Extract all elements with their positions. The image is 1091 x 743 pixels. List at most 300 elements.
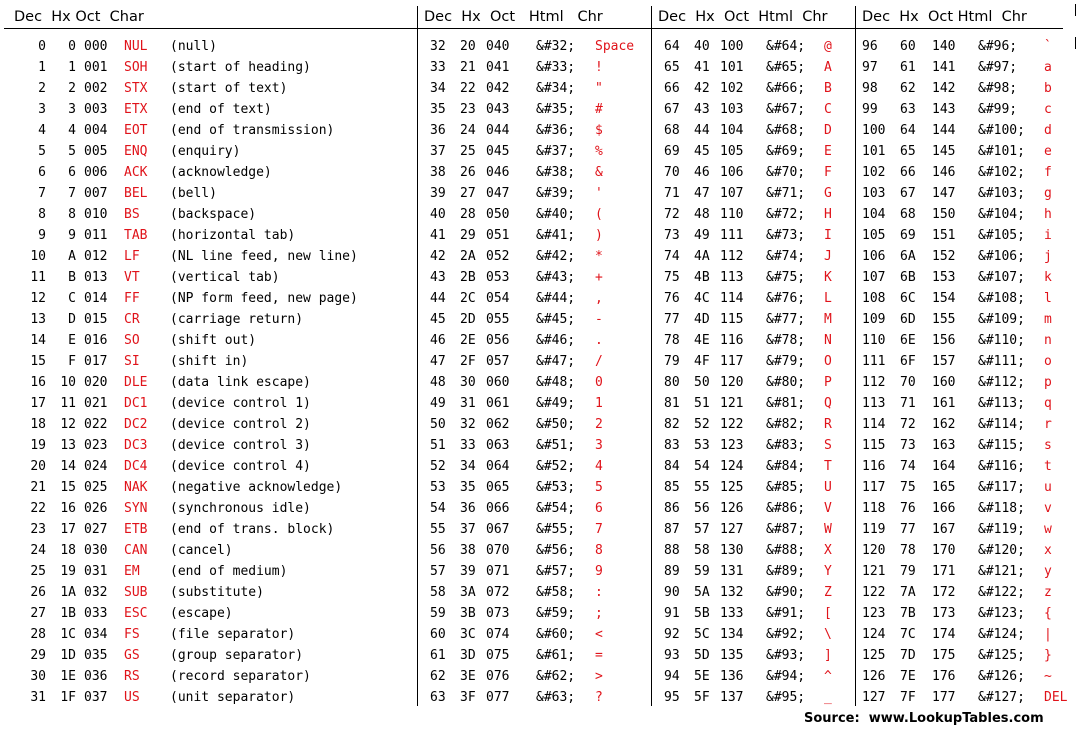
description-cell: (device control 2) bbox=[170, 417, 311, 432]
html-cell: &#122; bbox=[978, 585, 1025, 600]
hex-cell: 1A bbox=[60, 585, 76, 600]
char-cell: - bbox=[595, 312, 603, 327]
hex-cell: 28 bbox=[460, 207, 476, 222]
oct-cell: 004 bbox=[84, 123, 108, 138]
oct-cell: 060 bbox=[486, 375, 510, 390]
dec-cell: 63 bbox=[430, 690, 446, 705]
oct-cell: 167 bbox=[932, 522, 956, 537]
hex-cell: 21 bbox=[460, 60, 476, 75]
oct-cell: 005 bbox=[84, 144, 108, 159]
description-cell: (backspace) bbox=[170, 207, 257, 222]
description-cell: (NP form feed, new page) bbox=[170, 291, 358, 306]
html-cell: &#46; bbox=[536, 333, 576, 348]
oct-cell: 012 bbox=[84, 249, 108, 264]
hex-cell: 3D bbox=[460, 648, 476, 663]
html-cell: &#75; bbox=[766, 270, 806, 285]
dec-cell: 55 bbox=[430, 522, 446, 537]
description-cell: (end of text) bbox=[170, 102, 272, 117]
html-cell: &#47; bbox=[536, 354, 576, 369]
dec-cell: 2 bbox=[38, 81, 46, 96]
char-cell: F bbox=[824, 165, 832, 180]
char-cell: GS bbox=[124, 648, 140, 663]
description-cell: (start of heading) bbox=[170, 60, 311, 75]
dec-cell: 95 bbox=[664, 690, 680, 705]
char-cell: DLE bbox=[124, 375, 148, 390]
html-cell: &#119; bbox=[978, 522, 1025, 537]
description-cell: (shift in) bbox=[170, 354, 249, 369]
html-cell: &#36; bbox=[536, 123, 576, 138]
dec-cell: 92 bbox=[664, 627, 680, 642]
hex-cell: 54 bbox=[694, 459, 710, 474]
hex-cell: 46 bbox=[694, 165, 710, 180]
description-cell: (cancel) bbox=[170, 543, 233, 558]
oct-cell: 066 bbox=[486, 501, 510, 516]
dec-cell: 108 bbox=[862, 291, 886, 306]
dec-cell: 110 bbox=[862, 333, 886, 348]
dec-cell: 89 bbox=[664, 564, 680, 579]
hex-cell: 6C bbox=[900, 291, 916, 306]
char-cell: v bbox=[1044, 501, 1052, 516]
oct-cell: 045 bbox=[486, 144, 510, 159]
dec-cell: 98 bbox=[862, 81, 878, 96]
dec-cell: 77 bbox=[664, 312, 680, 327]
html-cell: &#115; bbox=[978, 438, 1025, 453]
hex-cell: 20 bbox=[460, 39, 476, 54]
hex-cell: 2E bbox=[460, 333, 476, 348]
html-cell: &#92; bbox=[766, 627, 806, 642]
hex-cell: 14 bbox=[60, 459, 76, 474]
dec-cell: 126 bbox=[862, 669, 886, 684]
html-cell: &#117; bbox=[978, 480, 1025, 495]
html-cell: &#69; bbox=[766, 144, 806, 159]
char-cell: SI bbox=[124, 354, 140, 369]
hex-cell: 66 bbox=[900, 165, 916, 180]
char-cell: T bbox=[824, 459, 832, 474]
hex-cell: 64 bbox=[900, 123, 916, 138]
description-cell: (unit separator) bbox=[170, 690, 296, 705]
char-cell: SYN bbox=[124, 501, 148, 516]
hex-cell: 11 bbox=[60, 396, 76, 411]
dec-cell: 84 bbox=[664, 459, 680, 474]
char-cell: w bbox=[1044, 522, 1052, 537]
hex-cell: 32 bbox=[460, 417, 476, 432]
hex-cell: 53 bbox=[694, 438, 710, 453]
char-cell: \ bbox=[824, 627, 832, 642]
hex-cell: F bbox=[68, 354, 76, 369]
html-cell: &#106; bbox=[978, 249, 1025, 264]
html-cell: &#124; bbox=[978, 627, 1025, 642]
dec-cell: 57 bbox=[430, 564, 446, 579]
char-cell: / bbox=[595, 354, 603, 369]
dec-cell: 20 bbox=[30, 459, 46, 474]
char-cell: A bbox=[824, 60, 832, 75]
char-cell: D bbox=[824, 123, 832, 138]
oct-cell: 061 bbox=[486, 396, 510, 411]
html-cell: &#41; bbox=[536, 228, 576, 243]
html-cell: &#103; bbox=[978, 186, 1025, 201]
hex-cell: D bbox=[68, 312, 76, 327]
oct-cell: 132 bbox=[720, 585, 744, 600]
html-cell: &#61; bbox=[536, 648, 576, 663]
oct-cell: 130 bbox=[720, 543, 744, 558]
char-cell: S bbox=[824, 438, 832, 453]
dec-cell: 58 bbox=[430, 585, 446, 600]
hex-cell: 7 bbox=[68, 186, 76, 201]
dec-cell: 14 bbox=[30, 333, 46, 348]
oct-cell: 120 bbox=[720, 375, 744, 390]
dec-cell: 32 bbox=[430, 39, 446, 54]
char-cell: EM bbox=[124, 564, 140, 579]
dec-cell: 113 bbox=[862, 396, 886, 411]
oct-cell: 075 bbox=[486, 648, 510, 663]
dec-cell: 106 bbox=[862, 249, 886, 264]
hex-cell: 2 bbox=[68, 81, 76, 96]
char-cell: z bbox=[1044, 585, 1052, 600]
char-cell: FS bbox=[124, 627, 140, 642]
hex-cell: 50 bbox=[694, 375, 710, 390]
char-cell: b bbox=[1044, 81, 1052, 96]
hex-cell: B bbox=[68, 270, 76, 285]
oct-cell: 007 bbox=[84, 186, 108, 201]
char-cell: ] bbox=[824, 648, 832, 663]
oct-cell: 047 bbox=[486, 186, 510, 201]
dec-cell: 66 bbox=[664, 81, 680, 96]
description-cell: (device control 3) bbox=[170, 438, 311, 453]
oct-cell: 063 bbox=[486, 438, 510, 453]
html-cell: &#91; bbox=[766, 606, 806, 621]
hex-cell: 52 bbox=[694, 417, 710, 432]
hex-cell: 3B bbox=[460, 606, 476, 621]
hex-cell: 77 bbox=[900, 522, 916, 537]
char-cell: $ bbox=[595, 123, 603, 138]
oct-cell: 076 bbox=[486, 669, 510, 684]
oct-cell: 147 bbox=[932, 186, 956, 201]
description-cell: (synchronous idle) bbox=[170, 501, 311, 516]
char-cell: P bbox=[824, 375, 832, 390]
char-cell: 6 bbox=[595, 501, 603, 516]
char-cell: EOT bbox=[124, 123, 148, 138]
dec-cell: 107 bbox=[862, 270, 886, 285]
dec-cell: 73 bbox=[664, 228, 680, 243]
char-cell: " bbox=[595, 81, 603, 96]
oct-cell: 123 bbox=[720, 438, 744, 453]
hex-cell: 62 bbox=[900, 81, 916, 96]
oct-cell: 176 bbox=[932, 669, 956, 684]
hex-cell: 10 bbox=[60, 375, 76, 390]
hex-cell: 49 bbox=[694, 228, 710, 243]
dec-cell: 70 bbox=[664, 165, 680, 180]
hex-cell: 3C bbox=[460, 627, 476, 642]
char-cell: Y bbox=[824, 564, 832, 579]
oct-cell: 102 bbox=[720, 81, 744, 96]
html-cell: &#112; bbox=[978, 375, 1025, 390]
char-cell: q bbox=[1044, 396, 1052, 411]
dec-cell: 41 bbox=[430, 228, 446, 243]
char-cell: r bbox=[1044, 417, 1052, 432]
html-cell: &#74; bbox=[766, 249, 806, 264]
hex-cell: 7F bbox=[900, 690, 916, 705]
dec-cell: 3 bbox=[38, 102, 46, 117]
char-cell: SOH bbox=[124, 60, 148, 75]
dec-cell: 1 bbox=[38, 60, 46, 75]
oct-cell: 103 bbox=[720, 102, 744, 117]
oct-cell: 156 bbox=[932, 333, 956, 348]
char-cell: 3 bbox=[595, 438, 603, 453]
oct-cell: 164 bbox=[932, 459, 956, 474]
hex-cell: 75 bbox=[900, 480, 916, 495]
char-cell: } bbox=[1044, 648, 1052, 663]
hex-cell: 51 bbox=[694, 396, 710, 411]
oct-cell: 104 bbox=[720, 123, 744, 138]
char-cell: * bbox=[595, 249, 603, 264]
dec-cell: 54 bbox=[430, 501, 446, 516]
oct-cell: 015 bbox=[84, 312, 108, 327]
oct-cell: 131 bbox=[720, 564, 744, 579]
dec-cell: 96 bbox=[862, 39, 878, 54]
oct-cell: 056 bbox=[486, 333, 510, 348]
html-cell: &#52; bbox=[536, 459, 576, 474]
char-cell: BS bbox=[124, 207, 140, 222]
dec-cell: 13 bbox=[30, 312, 46, 327]
oct-cell: 151 bbox=[932, 228, 956, 243]
oct-cell: 135 bbox=[720, 648, 744, 663]
oct-cell: 174 bbox=[932, 627, 956, 642]
oct-cell: 050 bbox=[486, 207, 510, 222]
char-cell: CAN bbox=[124, 543, 148, 558]
char-cell: US bbox=[124, 690, 140, 705]
char-cell: y bbox=[1044, 564, 1052, 579]
html-cell: &#48; bbox=[536, 375, 576, 390]
dec-cell: 94 bbox=[664, 669, 680, 684]
description-cell: (shift out) bbox=[170, 333, 257, 348]
char-cell: x bbox=[1044, 543, 1052, 558]
html-cell: &#35; bbox=[536, 102, 576, 117]
dec-cell: 64 bbox=[664, 39, 680, 54]
oct-cell: 071 bbox=[486, 564, 510, 579]
oct-cell: 041 bbox=[486, 60, 510, 75]
html-cell: &#111; bbox=[978, 354, 1025, 369]
oct-cell: 172 bbox=[932, 585, 956, 600]
html-cell: &#118; bbox=[978, 501, 1025, 516]
oct-cell: 175 bbox=[932, 648, 956, 663]
oct-cell: 065 bbox=[486, 480, 510, 495]
dec-cell: 11 bbox=[30, 270, 46, 285]
html-cell: &#54; bbox=[536, 501, 576, 516]
hex-cell: 65 bbox=[900, 144, 916, 159]
dec-cell: 74 bbox=[664, 249, 680, 264]
char-cell: d bbox=[1044, 123, 1052, 138]
oct-cell: 000 bbox=[84, 39, 108, 54]
html-cell: &#116; bbox=[978, 459, 1025, 474]
html-cell: &#77; bbox=[766, 312, 806, 327]
oct-cell: 160 bbox=[932, 375, 956, 390]
char-cell: 8 bbox=[595, 543, 603, 558]
dec-cell: 26 bbox=[30, 585, 46, 600]
oct-cell: 161 bbox=[932, 396, 956, 411]
html-cell: &#39; bbox=[536, 186, 576, 201]
dec-cell: 123 bbox=[862, 606, 886, 621]
dec-cell: 120 bbox=[862, 543, 886, 558]
oct-cell: 121 bbox=[720, 396, 744, 411]
dec-cell: 33 bbox=[430, 60, 446, 75]
oct-cell: 057 bbox=[486, 354, 510, 369]
hex-cell: 2B bbox=[460, 270, 476, 285]
char-cell: DEL bbox=[1044, 690, 1068, 705]
oct-cell: 072 bbox=[486, 585, 510, 600]
oct-cell: 141 bbox=[932, 60, 956, 75]
char-cell: N bbox=[824, 333, 832, 348]
html-cell: &#126; bbox=[978, 669, 1025, 684]
html-cell: &#57; bbox=[536, 564, 576, 579]
hex-cell: 4E bbox=[694, 333, 710, 348]
hex-cell: 47 bbox=[694, 186, 710, 201]
description-cell: (carriage return) bbox=[170, 312, 304, 327]
html-cell: &#120; bbox=[978, 543, 1025, 558]
dec-cell: 51 bbox=[430, 438, 446, 453]
html-cell: &#44; bbox=[536, 291, 576, 306]
html-cell: &#79; bbox=[766, 354, 806, 369]
html-cell: &#114; bbox=[978, 417, 1025, 432]
hex-cell: 4C bbox=[694, 291, 710, 306]
hex-cell: 56 bbox=[694, 501, 710, 516]
char-cell: a bbox=[1044, 60, 1052, 75]
hex-cell: 55 bbox=[694, 480, 710, 495]
hex-cell: 45 bbox=[694, 144, 710, 159]
html-cell: &#34; bbox=[536, 81, 576, 96]
dec-cell: 121 bbox=[862, 564, 886, 579]
hex-cell: 69 bbox=[900, 228, 916, 243]
hex-cell: 7D bbox=[900, 648, 916, 663]
char-cell: L bbox=[824, 291, 832, 306]
oct-cell: 171 bbox=[932, 564, 956, 579]
html-cell: &#80; bbox=[766, 375, 806, 390]
html-cell: &#68; bbox=[766, 123, 806, 138]
description-cell: (bell) bbox=[170, 186, 217, 201]
description-cell: (group separator) bbox=[170, 648, 304, 663]
hex-cell: 71 bbox=[900, 396, 916, 411]
char-cell: t bbox=[1044, 459, 1052, 474]
dec-cell: 6 bbox=[38, 165, 46, 180]
hex-cell: 5 bbox=[68, 144, 76, 159]
char-cell: BEL bbox=[124, 186, 148, 201]
dec-cell: 109 bbox=[862, 312, 886, 327]
hex-cell: 68 bbox=[900, 207, 916, 222]
oct-cell: 157 bbox=[932, 354, 956, 369]
hex-cell: 2D bbox=[460, 312, 476, 327]
html-cell: &#49; bbox=[536, 396, 576, 411]
dec-cell: 9 bbox=[38, 228, 46, 243]
hex-cell: 4B bbox=[694, 270, 710, 285]
oct-cell: 062 bbox=[486, 417, 510, 432]
oct-cell: 162 bbox=[932, 417, 956, 432]
dec-cell: 69 bbox=[664, 144, 680, 159]
dec-cell: 39 bbox=[430, 186, 446, 201]
html-cell: &#127; bbox=[978, 690, 1025, 705]
dec-cell: 53 bbox=[430, 480, 446, 495]
dec-cell: 86 bbox=[664, 501, 680, 516]
char-cell: V bbox=[824, 501, 832, 516]
description-cell: (NL line feed, new line) bbox=[170, 249, 358, 264]
oct-cell: 042 bbox=[486, 81, 510, 96]
oct-cell: 163 bbox=[932, 438, 956, 453]
dec-cell: 83 bbox=[664, 438, 680, 453]
dec-cell: 122 bbox=[862, 585, 886, 600]
description-cell: (record separator) bbox=[170, 669, 311, 684]
html-cell: &#42; bbox=[536, 249, 576, 264]
char-cell: RS bbox=[124, 669, 140, 684]
description-cell: (end of transmission) bbox=[170, 123, 335, 138]
char-cell: p bbox=[1044, 375, 1052, 390]
char-cell: _ bbox=[824, 690, 832, 705]
oct-cell: 030 bbox=[84, 543, 108, 558]
char-cell: E bbox=[824, 144, 832, 159]
dec-cell: 90 bbox=[664, 585, 680, 600]
oct-cell: 107 bbox=[720, 186, 744, 201]
oct-cell: 067 bbox=[486, 522, 510, 537]
dec-cell: 71 bbox=[664, 186, 680, 201]
dec-cell: 8 bbox=[38, 207, 46, 222]
char-cell: ( bbox=[595, 207, 603, 222]
dec-cell: 12 bbox=[30, 291, 46, 306]
dec-cell: 104 bbox=[862, 207, 886, 222]
hex-cell: 4D bbox=[694, 312, 710, 327]
char-cell: [ bbox=[824, 606, 832, 621]
dec-cell: 102 bbox=[862, 165, 886, 180]
oct-cell: 070 bbox=[486, 543, 510, 558]
char-cell: I bbox=[824, 228, 832, 243]
dec-cell: 76 bbox=[664, 291, 680, 306]
dec-cell: 25 bbox=[30, 564, 46, 579]
hex-cell: 1B bbox=[60, 606, 76, 621]
oct-cell: 055 bbox=[486, 312, 510, 327]
dec-cell: 22 bbox=[30, 501, 46, 516]
description-cell: (acknowledge) bbox=[170, 165, 272, 180]
char-cell: B bbox=[824, 81, 832, 96]
char-cell: n bbox=[1044, 333, 1052, 348]
char-cell: NUL bbox=[124, 39, 148, 54]
divider-1 bbox=[417, 6, 418, 706]
char-cell: X bbox=[824, 543, 832, 558]
html-cell: &#87; bbox=[766, 522, 806, 537]
dec-cell: 60 bbox=[430, 627, 446, 642]
oct-cell: 155 bbox=[932, 312, 956, 327]
dec-cell: 101 bbox=[862, 144, 886, 159]
oct-cell: 043 bbox=[486, 102, 510, 117]
char-cell: DC1 bbox=[124, 396, 148, 411]
oct-cell: 022 bbox=[84, 417, 108, 432]
hex-cell: 74 bbox=[900, 459, 916, 474]
dec-cell: 49 bbox=[430, 396, 446, 411]
char-cell: 9 bbox=[595, 564, 603, 579]
hex-cell: 22 bbox=[460, 81, 476, 96]
oct-cell: 011 bbox=[84, 228, 108, 243]
hex-cell: 1 bbox=[68, 60, 76, 75]
html-cell: &#53; bbox=[536, 480, 576, 495]
oct-cell: 023 bbox=[84, 438, 108, 453]
dec-cell: 31 bbox=[30, 690, 46, 705]
html-cell: &#82; bbox=[766, 417, 806, 432]
dec-cell: 117 bbox=[862, 480, 886, 495]
char-cell: 7 bbox=[595, 522, 603, 537]
html-cell: &#90; bbox=[766, 585, 806, 600]
header-col-3: Dec Hx Oct Html Chr bbox=[658, 9, 828, 25]
html-cell: &#113; bbox=[978, 396, 1025, 411]
html-cell: &#100; bbox=[978, 123, 1025, 138]
hex-cell: 70 bbox=[900, 375, 916, 390]
html-cell: &#76; bbox=[766, 291, 806, 306]
html-cell: &#63; bbox=[536, 690, 576, 705]
char-cell: l bbox=[1044, 291, 1052, 306]
